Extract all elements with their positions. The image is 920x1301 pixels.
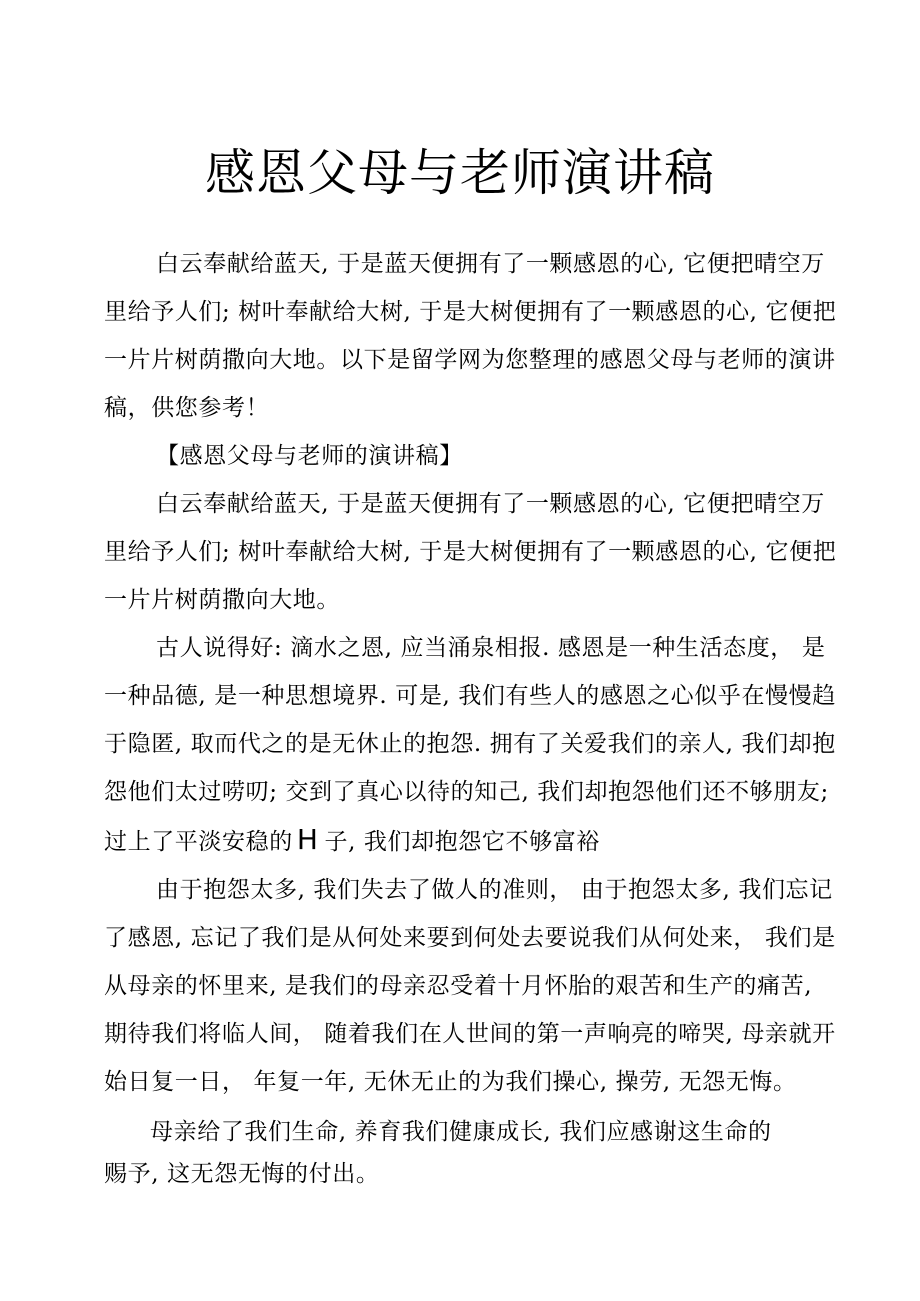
paragraph-line: 一片片树荫撒向大地。 — [104, 587, 340, 613]
paragraph-line: 一片片树荫撒向大地。以下是留学网为您整理的感恩父母与老师的演讲 — [104, 347, 836, 373]
line-text: 过上了平淡安稳的 — [104, 829, 293, 855]
paragraph-line: 赐予, 这无怨无悔的付出。 — [104, 1161, 380, 1187]
paragraph-line: 一种品德, 是一种思想境界. 可是, 我们有些人的感恩之心似乎在慢慢趋 — [104, 683, 836, 709]
paragraph-line: 里给予人们; 树叶奉献给大树, 于是大树便拥有了一颗感恩的心, 它便把 — [104, 539, 837, 565]
paragraph-line: 白云奉献给蓝天, 于是蓝天便拥有了一颗感恩的心, 它便把晴空万 — [156, 251, 825, 277]
paragraph-line: 期待我们将临人间， 随着我们在人世间的第一声响亮的啼哭, 母亲就开 — [104, 1021, 836, 1047]
line-text: 子, 我们却抱怨它不够富裕 — [324, 829, 600, 855]
paragraph-line: 里给予人们; 树叶奉献给大树, 于是大树便拥有了一颗感恩的心, 它便把 — [104, 299, 837, 325]
paragraph-line: 了感恩, 忘记了我们是从何处来要到何处去要说我们从何处来， 我们是 — [104, 925, 836, 951]
paragraph-line: 稿，供您参考！ — [104, 395, 270, 421]
ocr-glyph: H — [296, 823, 319, 856]
paragraph-line: 白云奉献给蓝天, 于是蓝天便拥有了一颗感恩的心, 它便把晴空万 — [156, 491, 825, 517]
paragraph-line: 于隐匿, 取而代之的是无休止的抱怨. 拥有了关爱我们的亲人, 我们却抱 — [104, 731, 836, 757]
paragraph-line: 由于抱怨太多, 我们失去了做人的准则， 由于抱怨太多, 我们忘记 — [156, 877, 833, 903]
document-title: 感恩父母与老师演讲稿 — [205, 144, 715, 202]
paragraph-line — [104, 824, 600, 858]
paragraph-line: 始日复一日， 年复一年, 无休无止的为我们操心, 操劳, 无怨无悔。 — [104, 1069, 797, 1095]
paragraph-line: 怨他们太过唠叨; 交到了真心以待的知己, 我们却抱怨他们还不够朋友; — [104, 779, 829, 805]
section-heading: 【感恩父母与老师的演讲稿】 — [156, 443, 463, 469]
paragraph-line: 母亲给了我们生命, 养育我们健康成长, 我们应感谢这生命的 — [150, 1119, 772, 1145]
paragraph-line: 从母亲的怀里来, 是我们的母亲忍受着十月怀胎的艰苦和生产的痛苦, — [104, 973, 813, 999]
paragraph-line: 古人说得好: 滴水之恩, 应当涌泉相报. 感恩是一种生活态度， 是 — [156, 635, 826, 661]
